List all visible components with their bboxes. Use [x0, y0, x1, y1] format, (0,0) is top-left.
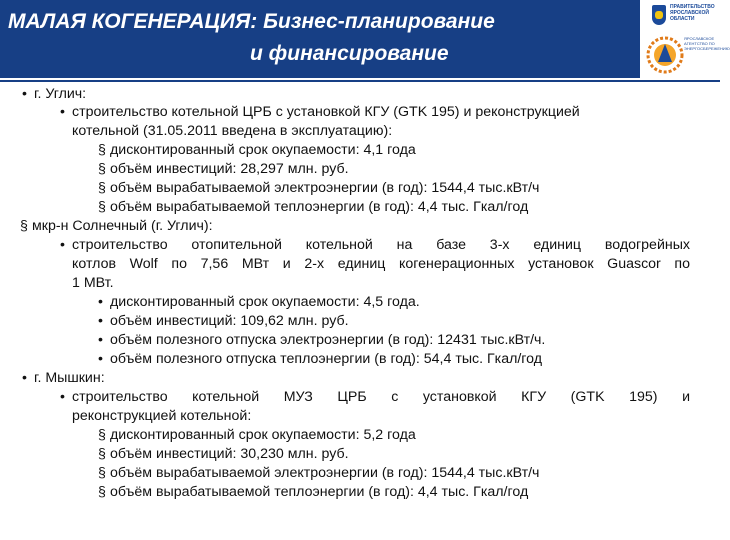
- list-item-text: объём полезного отпуска теплоэнергии (в год): 54,4 тыс. Гкал/год: [110, 351, 543, 367]
- list-item: [98, 464, 539, 482]
- agency-logo: [646, 32, 730, 78]
- list-item-text: объём инвестиций: 28,297 млн. руб.: [110, 161, 349, 177]
- bullet: •: [98, 294, 103, 310]
- list-item: [98, 293, 420, 311]
- bullet: §: [98, 199, 106, 215]
- list-item-text: объём вырабатываемой электроэнергии (в год): 1544,4 тыс.кВт/ч: [110, 465, 540, 481]
- list-item-text: объём инвестиций: 109,62 млн. руб.: [110, 313, 349, 329]
- coat-of-arms-icon: [652, 5, 666, 25]
- list-item-text: объём вырабатываемой теплоэнергии (в год): 4,4 тыс. Гкал/год: [110, 484, 529, 500]
- bullet: §: [98, 161, 106, 177]
- list-item-text: дисконтированный срок окупаемости: 4,1 года: [110, 142, 416, 158]
- list-item: [98, 331, 545, 349]
- list-item-text: г. Мышкин:: [34, 370, 105, 386]
- bullet: §: [98, 446, 106, 462]
- logo-area: [642, 0, 730, 80]
- list-item: [98, 179, 539, 197]
- list-item: [98, 350, 542, 368]
- bullet: §: [98, 180, 106, 196]
- list-item: [98, 483, 528, 501]
- list-item-text: строительство котельной ЦРБ с установкой КГУ (GTK 195) и реконструкцией: [72, 104, 580, 120]
- list-item-continuation: котлов Wolf по 7,56 МВт и 2-х единиц когенерационных установок Guascor по: [72, 256, 690, 272]
- list-item: [98, 198, 528, 216]
- list-item: [98, 141, 416, 159]
- list-item-text: объём вырабатываемой электроэнергии (в год): 1544,4 тыс.кВт/ч: [110, 180, 540, 196]
- header-rule: [0, 80, 720, 82]
- bullet: •: [22, 86, 27, 102]
- title-bar: [0, 0, 640, 78]
- list-item-text: строительство котельной МУЗ ЦРБ с установкой КГУ (GTK 195) и: [72, 389, 690, 405]
- bullet: §: [20, 218, 28, 234]
- list-item-text: мкр-н Солнечный (г. Углич):: [32, 218, 213, 234]
- list-item: [98, 160, 349, 178]
- bullet: §: [98, 484, 106, 500]
- bullet: •: [98, 313, 103, 329]
- list-item-continuation: котельной (31.05.2011 введена в эксплуатацию):: [72, 123, 393, 139]
- list-item: [60, 388, 690, 406]
- bullet: •: [60, 389, 65, 405]
- government-logo-text: ПРАВИТЕЛЬСТВО ЯРОСЛАВСКОЙ ОБЛАСТИ: [670, 4, 715, 22]
- bullet: •: [60, 104, 65, 120]
- bullet: §: [98, 427, 106, 443]
- agency-logo-text: ЯРОСЛАВСКОЕ АГЕНТСТВО ПО ЭНЕРГОСБЕРЕЖЕНИЮ: [684, 36, 730, 51]
- list-item-text: г. Углич:: [34, 86, 87, 102]
- list-item: [98, 426, 416, 444]
- list-item-text: объём вырабатываемой теплоэнергии (в год): 4,4 тыс. Гкал/год: [110, 199, 529, 215]
- slide-subtitle: и финансирование: [250, 42, 449, 65]
- bullet: •: [98, 332, 103, 348]
- list-item-text: строительство отопительной котельной на базе 3-х единиц водогрейных: [72, 237, 690, 253]
- list-item-text: дисконтированный срок окупаемости: 4,5 года.: [110, 294, 420, 310]
- bullet: •: [60, 237, 65, 253]
- list-item-text: дисконтированный срок окупаемости: 5,2 года: [110, 427, 416, 443]
- slide-header: [0, 0, 730, 80]
- list-item-continuation: 1 МВт.: [72, 275, 114, 291]
- slide-title: МАЛАЯ КОГЕНЕРАЦИЯ: Бизнес-планирование: [8, 10, 495, 33]
- list-item: [60, 236, 690, 254]
- list-item: [98, 445, 349, 463]
- list-item: [60, 103, 580, 121]
- bullet: §: [98, 465, 106, 481]
- list-item-continuation: реконструкцией котельной:: [72, 408, 252, 424]
- bullet: •: [98, 351, 103, 367]
- list-item-text: объём полезного отпуска электроэнергии (в год): 12431 тыс.кВт/ч.: [110, 332, 546, 348]
- list-item: [22, 85, 86, 103]
- bullet: •: [22, 370, 27, 386]
- list-item: [20, 217, 213, 235]
- bullet: §: [98, 142, 106, 158]
- list-item-text: объём инвестиций: 30,230 млн. руб.: [110, 446, 349, 462]
- list-item: [98, 312, 349, 330]
- list-item: [22, 369, 105, 387]
- government-logo: [648, 2, 718, 30]
